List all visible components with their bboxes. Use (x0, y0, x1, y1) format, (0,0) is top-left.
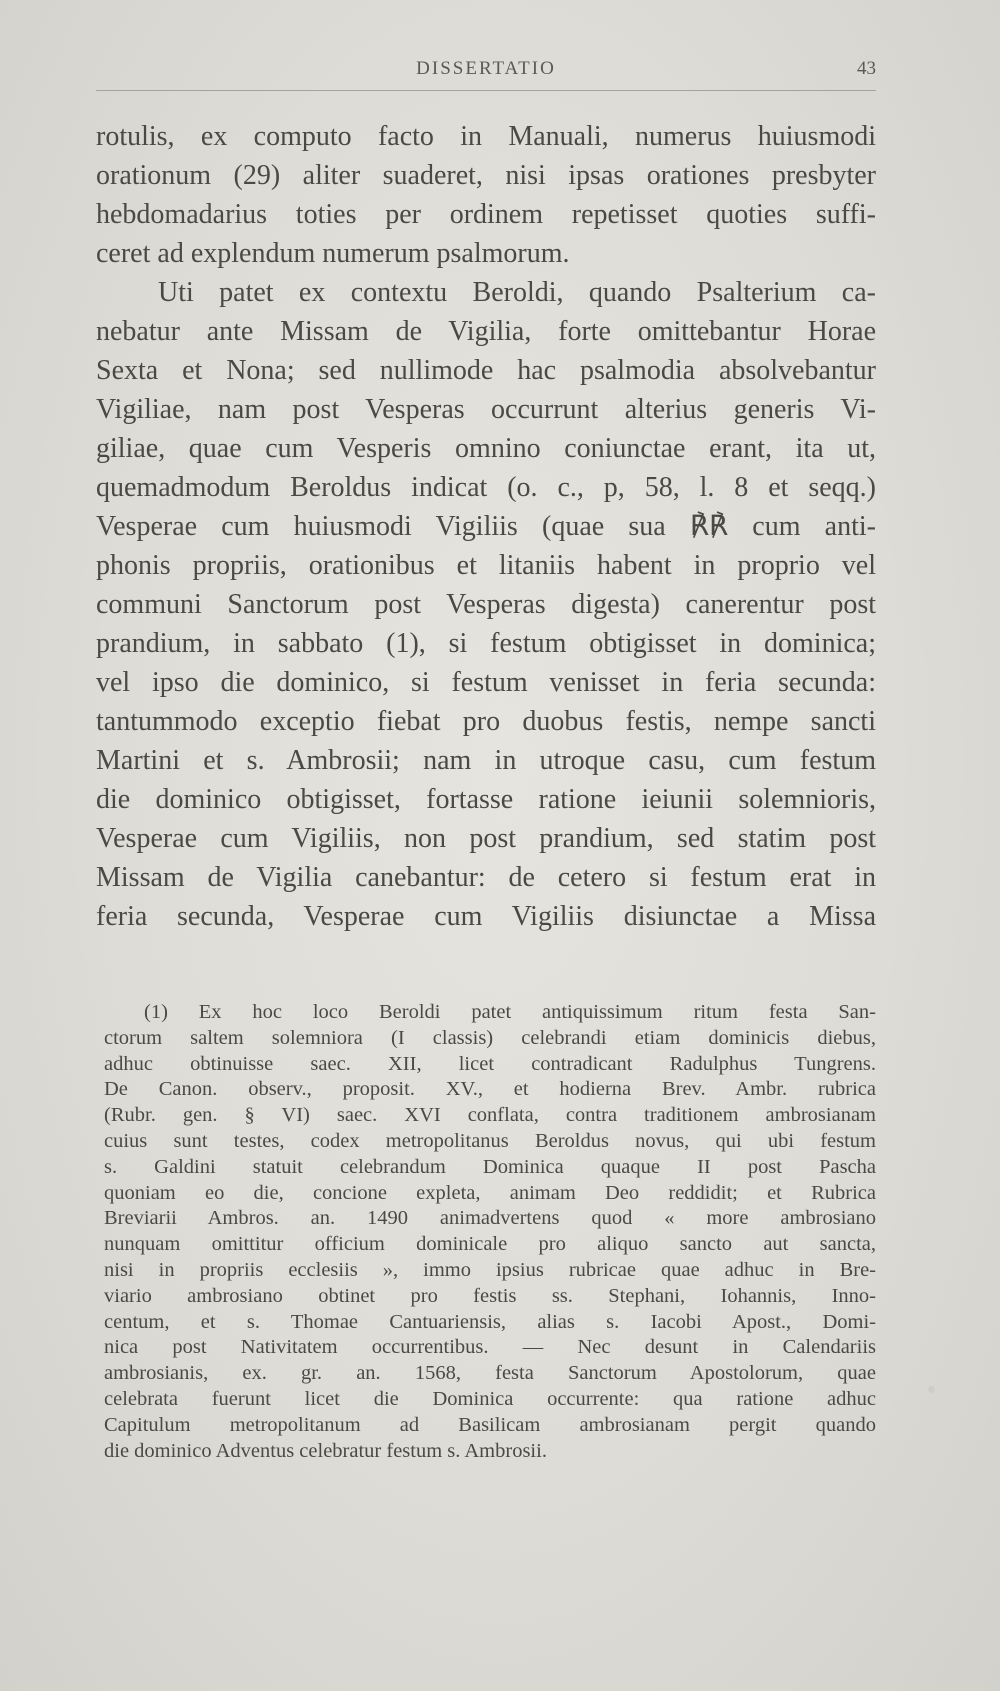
footnote-block (104, 1000, 876, 1464)
footnote-line: quoniam eo die, concione expleta, animam Deo reddidit; et Rubrica (104, 1181, 876, 1204)
text-line: tantummodo exceptio fiebat pro duobus festis, nempe sancti (96, 706, 876, 737)
page-number: 43 (857, 58, 876, 79)
footnote-line: Capitulum metropolitanum ad Basilicam ambrosianam pergit quando (104, 1413, 876, 1436)
footnote-line: nisi in propriis ecclesiis », immo ipsius rubricae quae adhuc in Bre- (104, 1258, 876, 1281)
footnote-line: cuius sunt testes, codex metropolitanus Beroldus novus, qui ubi festum (104, 1129, 876, 1152)
footnote-line: celebrata fuerunt licet die Dominica occurrente: qua ratione adhuc (104, 1387, 876, 1410)
text-line: Missam de Vigilia canebantur: de cetero si festum erat in (96, 862, 876, 893)
main-text (96, 117, 876, 936)
footnote-line: De Canon. observ., proposit. XV., et hodierna Brev. Ambr. rubrica (104, 1078, 876, 1101)
footnote-line: s. Galdini statuit celebrandum Dominica quaque II post Pascha (104, 1155, 876, 1178)
footnote-line: Breviarii Ambros. an. 1490 animadvertens quod « more ambrosiano (104, 1207, 876, 1230)
running-title: DISSERTATIO (416, 58, 556, 79)
text-line: vel ipso die dominico, si festum venisset in feria secunda: (96, 667, 876, 698)
text-line: hebdomadarius toties per ordinem repetisset quoties suffi- (96, 199, 876, 230)
footnote-line: nunquam omittitur officium dominicale pro aliquo sancto aut sancta, (104, 1233, 876, 1256)
footnote-line: die dominico Adventus celebratur festum s. Ambrosii. (104, 1439, 547, 1462)
text-line: feria secunda, Vesperae cum Vigiliis disiunctae a Missa (96, 901, 876, 932)
text-line: quemadmodum Beroldus indicat (o. c., p, 58, l. 8 et seqq.) (96, 472, 876, 503)
text-line: nebatur ante Missam de Vigilia, forte omittebantur Horae (96, 316, 876, 347)
footnote-line: centum, et s. Thomae Cantuariensis, alias s. Iacobi Apost., Domi- (104, 1310, 876, 1333)
text-line: Martini et s. Ambrosii; nam in utroque casu, cum festum (96, 745, 876, 776)
text-line: giliae, quae cum Vesperis omnino coniunctae erant, ita ut, (96, 433, 876, 464)
text-line: Vesperae cum huiusmodi Vigiliis (quae sua ℟℟ cum anti- (96, 511, 876, 542)
footnote-line: (Rubr. gen. § VI) saec. XVI conflata, contra traditionem ambrosianam (104, 1104, 876, 1127)
footnote-line: viario ambrosiano obtinet pro festis ss. Stephani, Iohannis, Inno- (104, 1284, 876, 1307)
running-header (96, 58, 876, 91)
footnote-line: nica post Nativitatem occurrentibus. — Nec desunt in Calendariis (104, 1336, 876, 1359)
text-line: die dominico obtigisset, fortasse ratione ieiunii solemnioris, (96, 784, 876, 815)
text-line: communi Sanctorum post Vesperas digesta) canerentur post (96, 589, 876, 620)
text-line: prandium, in sabbato (1), si festum obtigisset in dominica; (96, 628, 876, 659)
footnote-line: (1) Ex hoc loco Beroldi patet antiquissimum ritum festa San- (144, 1001, 876, 1023)
text-line: orationum (29) aliter suaderet, nisi ipsas orationes presbyter (96, 160, 876, 191)
text-line: Uti patet ex contextu Beroldi, quando Psalterium ca- (158, 277, 876, 308)
text-line: phonis propriis, orationibus et litaniis habent in proprio vel (96, 550, 876, 581)
text-line: ceret ad explendum numerum psalmorum. (96, 238, 570, 269)
text-line: rotulis, ex computo facto in Manuali, numerus huiusmodi (96, 121, 876, 152)
paper-spot (928, 1386, 935, 1393)
footnote-line: ambrosianis, ex. gr. an. 1568, festa Sanctorum Apostolorum, quae (104, 1362, 876, 1385)
footnote-line: adhuc obtinuisse saec. XII, licet contradicant Radulphus Tungrens. (104, 1052, 876, 1075)
text-line: Vesperae cum Vigiliis, non post prandium, sed statim post (96, 823, 876, 854)
footnote-line: ctorum saltem solemniora (I classis) celebrandi etiam dominicis diebus, (104, 1026, 876, 1049)
text-line: Vigiliae, nam post Vesperas occurrunt alterius generis Vi- (96, 394, 876, 425)
text-line: Sexta et Nona; sed nullimode hac psalmodia absolvebantur (96, 355, 876, 386)
